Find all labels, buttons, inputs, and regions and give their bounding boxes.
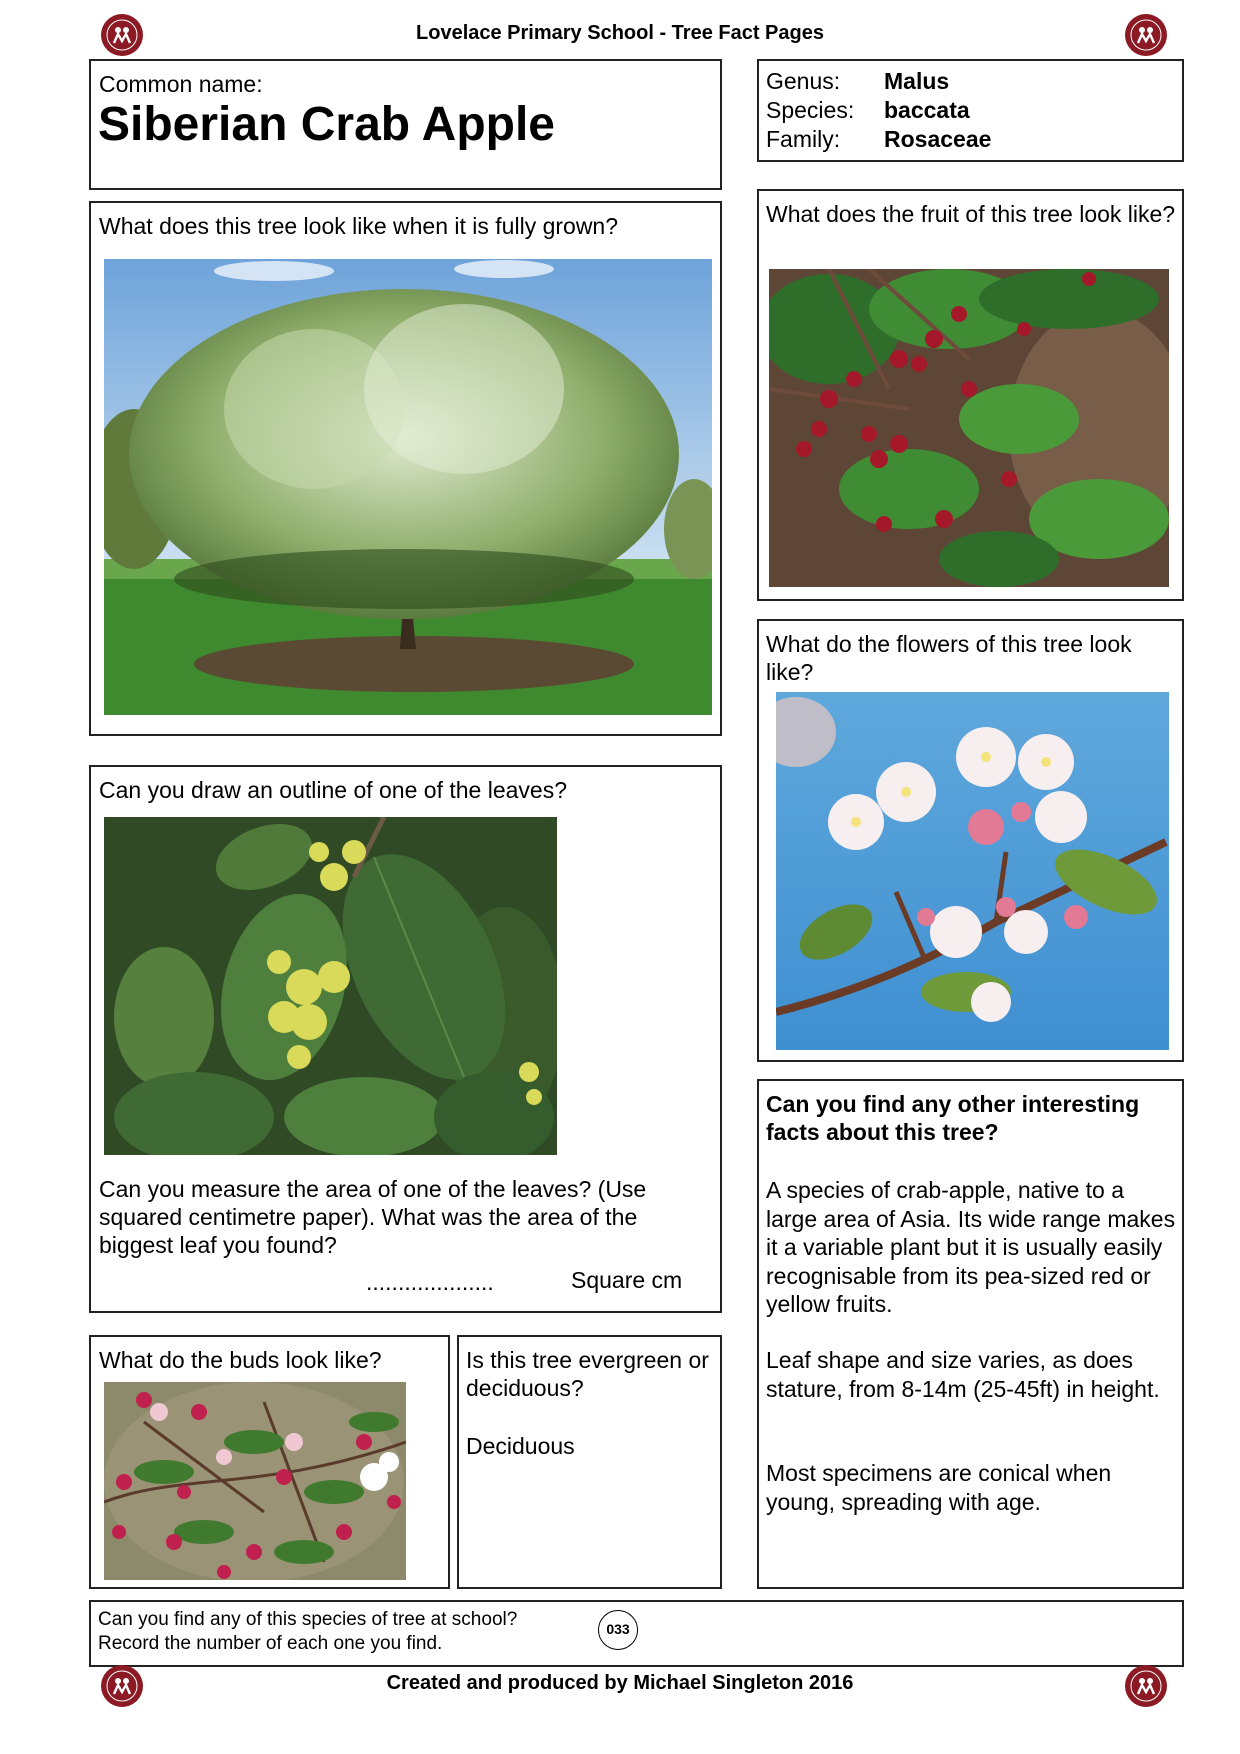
- fact-3: Most specimens are conical when young, spreading with age.: [766, 1460, 1112, 1515]
- page-title: Lovelace Primary School - Tree Fact Pages: [416, 22, 824, 44]
- leaf-area-question: Can you measure the area of one of the leaves? (Use squared centimetre paper). What was the area of the biggest leaf you found?: [99, 1176, 647, 1258]
- taxonomy-row-genus: [766, 68, 949, 95]
- genus-label: Genus:: [766, 68, 841, 94]
- leaf-box: [89, 765, 722, 1313]
- family-value: Rosaceae: [884, 126, 992, 152]
- taxonomy-box: [757, 59, 1184, 162]
- footer-credit: Created and produced by Michael Singleton 2016: [386, 1672, 854, 1694]
- fully-grown-question: What does this tree look like when it is fully grown?: [99, 213, 619, 239]
- fruit-question: What does the fruit of this tree look like?: [766, 201, 1176, 227]
- taxonomy-row-species: [766, 97, 970, 124]
- family-label: Family:: [766, 126, 841, 152]
- common-name-box: [89, 59, 722, 190]
- fully-grown-box: [89, 201, 722, 736]
- page-number: 033: [606, 1621, 630, 1637]
- taxonomy-row-family: [766, 126, 991, 153]
- species-label: Species:: [766, 97, 855, 123]
- school-count-question: Can you find any of this species of tree at school? Record the number of each one you find.: [98, 1609, 518, 1654]
- school-count-box: [89, 1600, 1184, 1667]
- common-name-value: Siberian Crab Apple: [98, 98, 555, 151]
- buds-box: [89, 1335, 450, 1589]
- flowers-photo: [776, 692, 1169, 1050]
- buds-question: What do the buds look like?: [99, 1347, 382, 1373]
- leaf-area-answer-blank: ....................: [366, 1269, 494, 1295]
- fully-grown-tree-photo: [104, 259, 712, 715]
- evergreen-answer: Deciduous: [466, 1433, 575, 1459]
- common-name-label: Common name:: [99, 71, 263, 97]
- leaf-outline-question: Can you draw an outline of one of the leaves?: [99, 777, 567, 803]
- fruit-box: [757, 189, 1184, 601]
- leaf-photo: [104, 817, 557, 1155]
- page-number-badge: [598, 1610, 638, 1650]
- leaf-area-unit: Square cm: [571, 1267, 683, 1293]
- fruit-photo: [769, 269, 1169, 587]
- species-value: baccata: [884, 97, 970, 123]
- fact-1: A species of crab-apple, native to a large area of Asia. Its wide range makes it a variable plant but it is usually easily recognisable from its pea-sized red or yellow fruits.: [766, 1177, 1176, 1317]
- evergreen-question: Is this tree evergreen or deciduous?: [466, 1347, 709, 1401]
- facts-box: [757, 1079, 1184, 1589]
- fact-2: Leaf shape and size varies, as does stature, from 8-14m (25-45ft) in height.: [766, 1347, 1160, 1402]
- genus-value: Malus: [884, 68, 950, 94]
- buds-photo: [104, 1382, 406, 1580]
- evergreen-box: [457, 1335, 722, 1589]
- flowers-question: What do the flowers of this tree look like?: [766, 631, 1132, 685]
- flowers-box: [757, 619, 1184, 1062]
- facts-title: Can you find any other interesting facts about this tree?: [766, 1091, 1140, 1145]
